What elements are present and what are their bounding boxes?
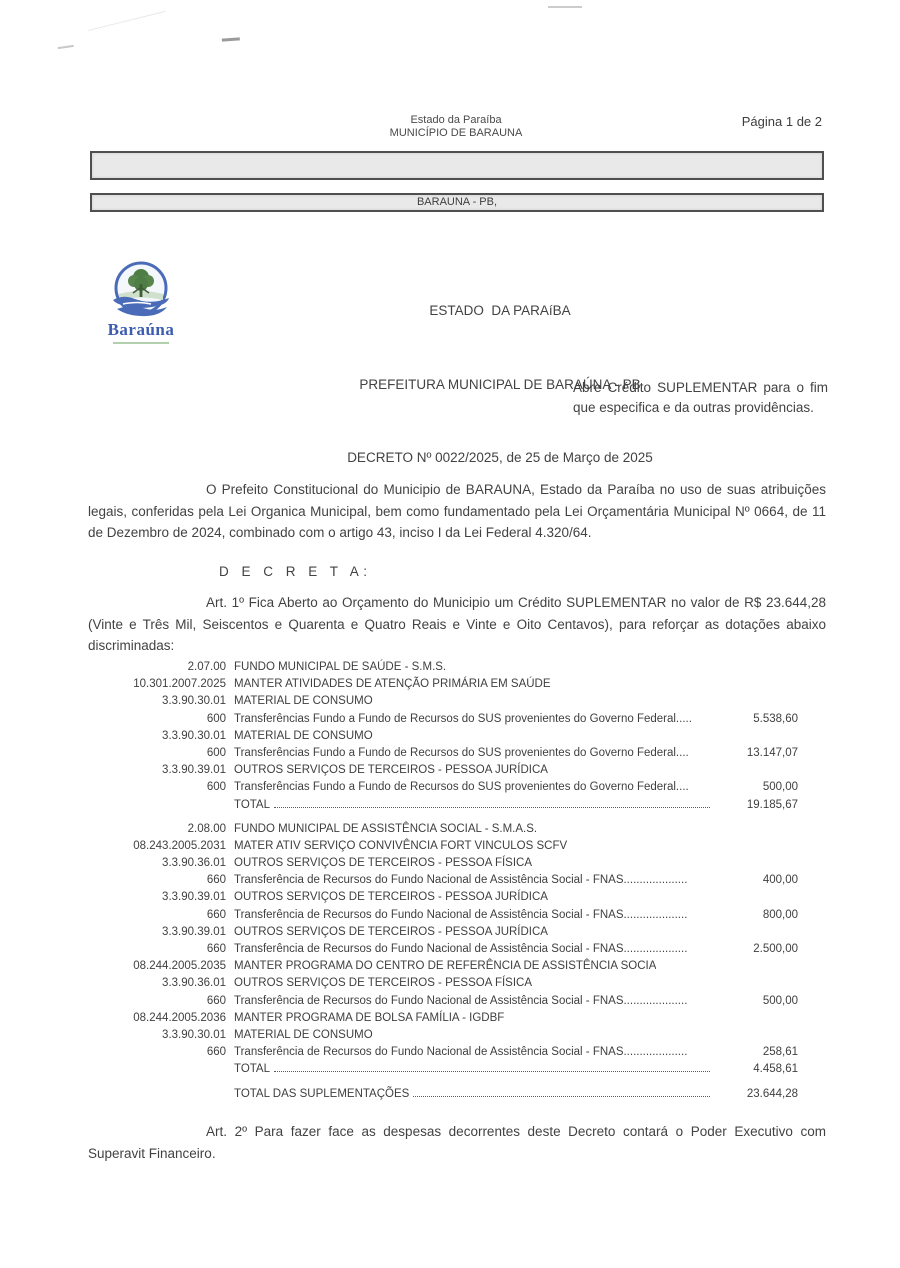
row-code: 3.3.90.30.01 [162,695,226,708]
row-description: Transferência de Recursos do Fundo Nacional de Assistência Social - FNAS.................... [234,908,688,921]
row-description-cell [234,762,712,779]
row-description-cell [234,907,712,924]
page-number: Página 1 de 2 [741,114,822,129]
row-description: TOTAL DAS SUPLEMENTAÇÕES [234,1087,410,1100]
row-description: Transferências Fundo a Fundo de Recursos do SUS provenientes do Governo Federal.... [234,746,689,759]
table-row [120,941,798,958]
header-state-line: Estado da Paraíba [410,114,502,126]
row-value: 258,61 [762,1046,798,1059]
row-value: 13.147,07 [746,746,798,759]
row-description-cell [234,821,712,838]
table-row [120,1086,798,1103]
table-row [120,728,798,745]
row-description-cell [234,975,712,992]
decreta-heading: D E C R E T A: [219,564,372,579]
row-description-cell [234,838,712,855]
row-description: MANTER PROGRAMA DE BOLSA FAMÍLIA - IGDBF [234,1011,505,1024]
row-value: 5.538,60 [753,712,798,725]
row-description-cell [234,1086,712,1103]
row-description: OUTROS SERVIÇOS DE TERCEIROS - PESSOA JURÍDICA [234,891,548,904]
table-row [120,1010,798,1027]
row-code: 660 [206,1046,226,1059]
row-description-cell [234,1044,712,1061]
row-code: 08.243.2005.2031 [133,839,226,852]
row-description: TOTAL [234,1063,270,1076]
row-description-cell [234,1010,712,1027]
decree-summary: Abre Crédito SUPLEMENTAR para o fim que especifica e da outras providências. [573,380,828,415]
row-description-cell [234,958,712,975]
table-row [120,907,798,924]
article-2-text: Art. 2º Para fazer face as despesas decorrentes deste Decreto contará o Poder Executivo com Superavit Financeiro. [88,1124,826,1161]
table-row [120,1061,798,1078]
document-header [90,114,822,140]
table-row [120,779,798,796]
row-code: 08.244.2005.2036 [133,1011,226,1024]
row-description: FUNDO MUNICIPAL DE SAÚDE - S.M.S. [234,661,447,673]
header-municipality-line: MUNICÍPIO DE BARAUNA [389,127,523,139]
row-code: 660 [206,874,226,887]
row-description-cell [234,889,712,906]
row-value: 800,00 [762,908,798,921]
row-description: Transferência de Recursos do Fundo Nacional de Assistência Social - FNAS.................... [234,943,688,955]
row-code: 660 [206,908,226,921]
row-description: Transferência de Recursos do Fundo Nacional de Assistência Social - FNAS.................... [234,874,688,887]
row-code: 2.07.00 [187,661,226,673]
article-1-text: Art. 1º Fica Aberto ao Orçamento do Municipio um Crédito SUPLEMENTAR no valor de R$ 23.644,28 (Vinte e Três Mil, Seiscentos e Quarenta e Quatro Reais e Vinte e Oito Centavos), para reforçar as dotações abaixo discriminadas: [88,595,826,653]
row-code: 600 [206,746,226,759]
row-description-cell [234,1061,712,1078]
row-description: MATERIAL DE CONSUMO [234,695,373,708]
row-description-cell [234,659,712,676]
row-code: 3.3.90.36.01 [162,857,226,870]
row-code: 08.244.2005.2035 [133,960,226,973]
table-row [120,958,798,975]
budget-table [120,659,798,1103]
row-description-cell [234,711,712,728]
row-description-cell [234,941,712,958]
table-row [120,711,798,728]
row-code: 3.3.90.30.01 [162,1028,226,1041]
table-row [120,1044,798,1061]
row-description-cell [234,993,712,1010]
row-code: 3.3.90.39.01 [162,891,226,904]
row-code: 3.3.90.39.01 [162,764,226,777]
table-row [120,993,798,1010]
row-description: MATER ATIV SERVIÇO CONVIVÊNCIA FORT VINCULOS SCFV [234,839,568,852]
row-description-cell [234,693,712,710]
row-description-cell [234,676,712,693]
row-description: MANTER PROGRAMA DO CENTRO DE REFERÊNCIA DE ASSISTÊNCIA SOCIA [234,960,657,973]
row-description-cell [234,728,712,745]
row-description-cell [234,779,712,796]
row-value: 500,00 [762,781,798,794]
preamble-paragraph [88,479,826,544]
row-code: 3.3.90.30.01 [162,729,226,742]
row-code: 600 [206,712,226,725]
dotted-leader [274,1071,710,1072]
scan-artifact [222,37,241,46]
table-row [120,1027,798,1044]
row-description: Transferência de Recursos do Fundo Nacional de Assistência Social - FNAS.................... [234,1046,688,1059]
dotted-leader [413,1096,710,1097]
row-value: 2.500,00 [753,943,798,955]
row-description-cell [234,872,712,889]
preamble-text: O Prefeito Constitucional do Municipio de BARAUNA, Estado da Paraíba no uso de suas atribuições legais, conferidas pela Lei Organica Municipal, bem como fundamentado pela Lei Orçamentária Municipal Nº 0664, de 11 de Dezembro de 2024, combinado com o artigo 43, inciso I da Lei Federal 4.320/64. [88,482,826,540]
row-code: 660 [206,994,226,1007]
budget-table-rows [120,659,798,1103]
row-description-cell [234,924,712,941]
row-description: MANTER ATIVIDADES DE ATENÇÃO PRIMÁRIA EM SAÚDE [234,678,551,691]
row-value: 23.644,28 [746,1087,798,1100]
row-code: 600 [206,781,226,794]
article-2-paragraph [88,1121,826,1164]
city-header-box: BARAUNA - PB, [90,193,824,212]
row-description: OUTROS SERVIÇOS DE TERCEIROS - PESSOA FÍSICA [234,977,533,990]
row-description: MATERIAL DE CONSUMO [234,729,373,742]
table-row [120,855,798,872]
row-code: 3.3.90.36.01 [162,977,226,990]
table-row [120,838,798,855]
scan-artifact [88,11,172,57]
row-description: Transferências Fundo a Fundo de Recursos do SUS provenientes do Governo Federal..... [234,712,692,725]
row-description-cell [234,855,712,872]
row-description: Transferências Fundo a Fundo de Recursos do SUS provenientes do Governo Federal.... [234,781,689,794]
table-row [120,762,798,779]
row-description-cell [234,797,712,814]
table-row [120,745,798,762]
title-state: ESTADO DA PARAíBA [429,303,571,318]
row-code: 2.08.00 [187,822,226,835]
table-row [120,797,798,814]
table-row [120,872,798,889]
row-value: 500,00 [762,994,798,1007]
title-prefecture: PREFEITURA MUNICIPAL DE BARAÚNA - PB [359,376,641,392]
table-row [120,676,798,693]
row-description: Transferência de Recursos do Fundo Nacional de Assistência Social - FNAS.................... [234,994,688,1007]
scan-artifact [548,6,582,12]
row-code: 3.3.90.39.01 [162,925,226,938]
article-1-paragraph [88,592,826,657]
row-description-cell [234,1027,712,1044]
row-code: 10.301.2007.2025 [133,678,226,691]
row-value: 400,00 [762,874,798,887]
empty-header-box [90,151,824,180]
table-row [120,693,798,710]
table-row [120,659,798,676]
title-decree-number: DECRETO Nº 0022/2025, de 25 de Março de 2025 [347,450,653,465]
row-value: 4.458,61 [753,1063,798,1076]
scan-artifact [58,45,75,53]
row-description: TOTAL [234,798,270,811]
table-row [120,975,798,992]
row-description: OUTROS SERVIÇOS DE TERCEIROS - PESSOA JURÍDICA [234,925,548,938]
table-row [120,924,798,941]
table-row [120,889,798,906]
logo-wordmark: Baraúna [107,320,175,339]
row-value: 19.185,67 [746,798,798,811]
row-description: OUTROS SERVIÇOS DE TERCEIROS - PESSOA FÍSICA [234,857,533,870]
table-row [120,821,798,838]
row-description: MATERIAL DE CONSUMO [234,1028,373,1041]
row-description: OUTROS SERVIÇOS DE TERCEIROS - PESSOA JURÍDICA [234,764,548,777]
dotted-leader [274,807,710,808]
row-code: 660 [206,943,226,955]
row-description: FUNDO MUNICIPAL DE ASSISTÊNCIA SOCIAL - S.M.A.S. [234,822,538,835]
row-description-cell [234,745,712,762]
